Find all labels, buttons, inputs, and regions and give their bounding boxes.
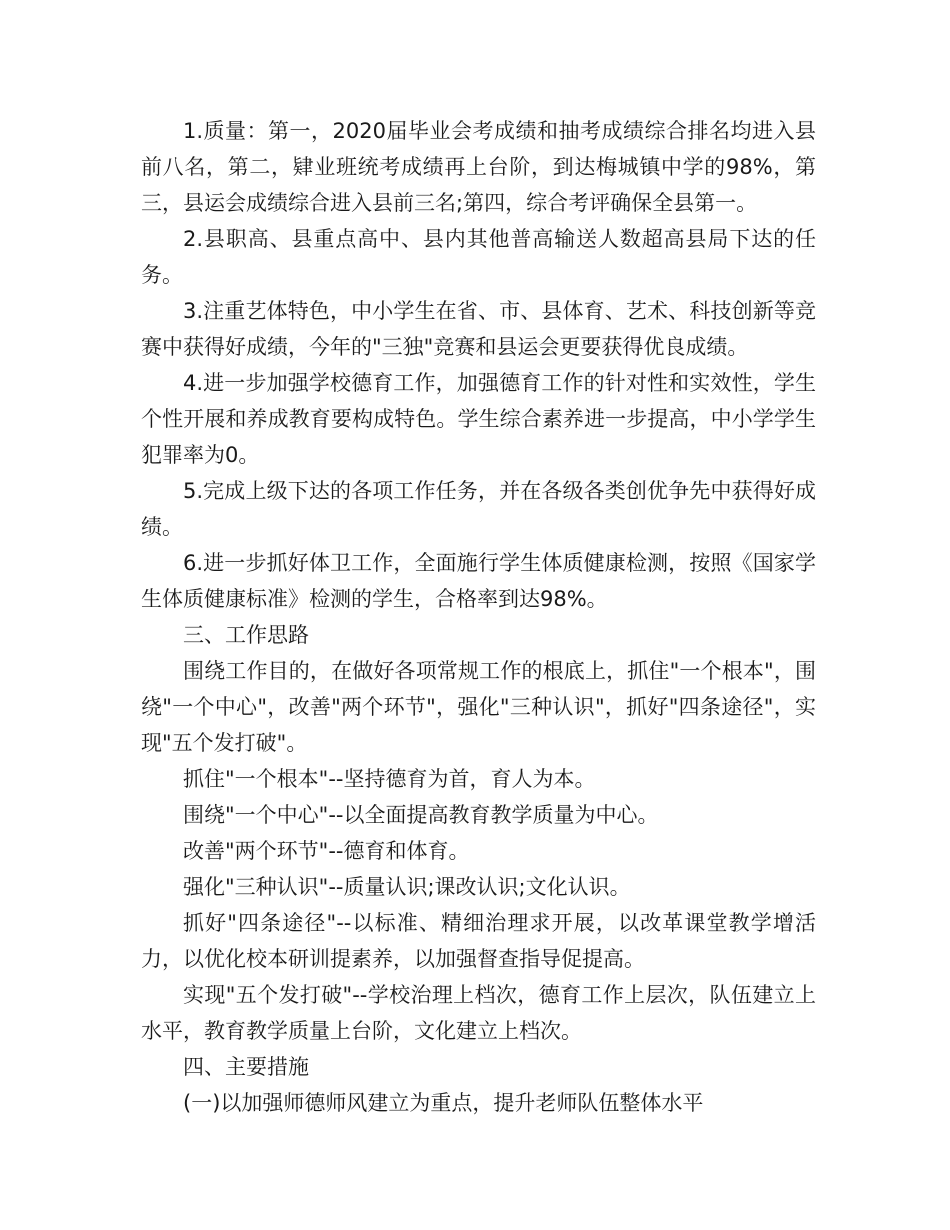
paragraph-goal-tasks: 5.完成上级下达的各项工作任务，并在各级各类创优争先中获得好成绩。: [141, 479, 816, 539]
subsection-heading-teacher-ethics: (一)以加强师德师风建立为重点，提升老师队伍整体水平: [183, 1091, 704, 1115]
paragraph-approach-awareness: 强化"三种认识"--质量认识;课改认识;文化认识。: [183, 875, 631, 899]
paragraph-goal-health: 6.进一步抓好体卫工作，全面施行学生体质健康检测，按照《国家学生体质健康标准》检测的学生，合格率到达98%。: [141, 551, 816, 611]
section-heading-main-measures: 四、主要措施: [183, 1055, 309, 1079]
document-body: [141, 113, 816, 1121]
paragraph-approach-center: 围绕"一个中心"--以全面提高教育教学质量为中心。: [183, 803, 659, 827]
paragraph-approach-root: 抓住"一个根本"--坚持德育为首，育人为本。: [183, 767, 596, 791]
paragraph-goal-moral-education: 4.进一步加强学校德育工作，加强德育工作的针对性和实效性，学生个性开展和养成教育要构成特色。学生综合素养进一步提高，中小学学生犯罪率为0。: [141, 371, 816, 467]
paragraph-goal-arts-sports: 3.注重艺体特色，中小学生在省、市、县体育、艺术、科技创新等竞赛中获得好成绩，今年的"三独"竞赛和县运会更要获得优良成绩。: [141, 299, 816, 359]
paragraph-goal-quality: 1.质量：第一，2020届毕业会考成绩和抽考成绩综合排名均进入县前八名，第二，肄业班统考成绩再上台阶，到达梅城镇中学的98%，第三，县运会成绩综合进入县前三名;第四，综合考评确保全县第一。: [141, 119, 816, 215]
paragraph-approach-breakthroughs: 实现"五个发打破"--学校治理上档次，德育工作上层次，队伍建立上水平，教育教学质量上台阶，文化建立上档次。: [141, 983, 816, 1043]
paragraph-approach-paths: 抓好"四条途径"--以标准、精细治理求开展，以改革课堂教学增活力，以优化校本研训提素养，以加强督查指导促提高。: [141, 911, 816, 971]
paragraph-approach-links: 改善"两个环节"--德育和体育。: [183, 839, 470, 863]
paragraph-goal-admission: 2.县职高、县重点高中、县内其他普高输送人数超高县局下达的任务。: [141, 227, 816, 287]
section-heading-work-approach: 三、工作思路: [183, 623, 309, 647]
paragraph-approach-summary: 围绕工作目的，在做好各项常规工作的根底上，抓住"一个根本"，围绕"一个中心"，改善"两个环节"，强化"三种认识"，抓好"四条途径"，实现"五个发打破"。: [141, 659, 816, 755]
